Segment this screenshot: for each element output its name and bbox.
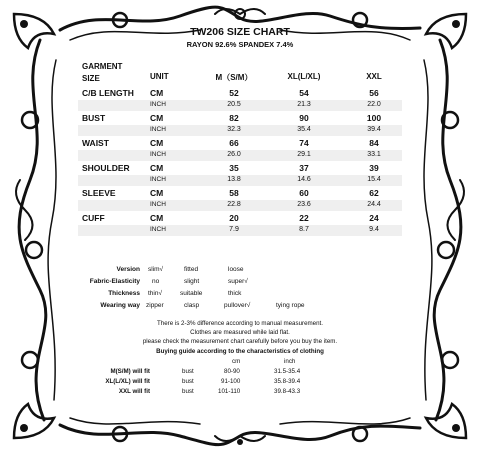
measure-name: BUST <box>82 113 106 123</box>
value-xxl: 22.0 <box>367 101 381 108</box>
row-bust-cm <box>78 113 402 124</box>
row-cb-length-inch <box>78 100 402 111</box>
guide-part: bust <box>182 388 194 395</box>
header-size-m: M（S/M） <box>215 73 253 82</box>
row-bust-inch <box>78 125 402 136</box>
guide-inch: 31.5-35.4 <box>274 368 301 375</box>
attr-option: slight <box>184 278 200 285</box>
value-m: 82 <box>229 113 239 123</box>
unit-label: CM <box>150 88 164 98</box>
header-size-xl: XL(L/XL) <box>287 72 321 81</box>
fabric-composition: RAYON 92.6% SPANDEX 7.4% <box>186 40 294 49</box>
note-check-chart: please check the measurement chart carefully before you buy the item. <box>142 338 338 345</box>
value-xl: 54 <box>299 88 309 98</box>
row-sleeve-cm <box>78 188 402 199</box>
value-xl: 37 <box>299 163 309 173</box>
value-m: 22.8 <box>227 201 241 208</box>
guide-size: M(S/M) will fit <box>110 368 150 375</box>
guide-inch: 39.8-43.3 <box>274 388 301 395</box>
value-m: 66 <box>229 138 239 148</box>
guide-part: bust <box>182 368 194 375</box>
attr-option: zipper <box>146 302 164 309</box>
header-garment: GARMENT <box>82 62 123 71</box>
value-xxl: 84 <box>369 138 379 148</box>
value-m: 52 <box>229 88 239 98</box>
value-xl: 29.1 <box>297 151 311 158</box>
measure-name: WAIST <box>82 138 109 148</box>
value-xxl: 15.4 <box>367 176 381 183</box>
attr-option: tying rope <box>276 302 305 309</box>
attr-option: thin√ <box>148 290 163 297</box>
value-xxl: 39.4 <box>367 126 381 133</box>
attr-option: loose <box>228 266 244 273</box>
value-xxl: 24.4 <box>367 201 381 208</box>
attr-label-thickness: Thickness <box>108 290 140 297</box>
unit-label: CM <box>150 138 164 148</box>
value-xl: 22 <box>299 213 309 223</box>
value-m: 20 <box>229 213 239 223</box>
attr-option: fitted <box>184 266 199 273</box>
value-xl: 60 <box>299 188 309 198</box>
value-xl: 90 <box>299 113 309 123</box>
row-cuff-cm <box>78 213 402 224</box>
header-size: SIZE <box>82 74 100 83</box>
value-xl: 23.6 <box>297 201 311 208</box>
row-shoulder-inch <box>78 175 402 186</box>
value-xl: 35.4 <box>297 126 311 133</box>
value-xxl: 100 <box>366 113 382 123</box>
value-xxl: 9.4 <box>369 226 379 233</box>
guide-col-inch: inch <box>284 358 296 365</box>
buying-guide-heading: Buying guide according to the characteristics of clothing <box>156 348 324 355</box>
guide-cm: 80-90 <box>224 368 240 375</box>
attr-option: pullover√ <box>224 302 251 309</box>
measure-name: CUFF <box>82 213 105 223</box>
guide-part: bust <box>182 378 194 385</box>
header-size-xxl: XXL <box>366 72 382 81</box>
unit-label: INCH <box>150 201 166 208</box>
value-xxl: 39 <box>369 163 379 173</box>
row-waist-cm <box>78 138 402 149</box>
value-xl: 14.6 <box>297 176 311 183</box>
value-m: 20.5 <box>227 101 241 108</box>
row-cuff-inch <box>78 225 402 236</box>
value-xxl: 33.1 <box>367 151 381 158</box>
value-xl: 8.7 <box>299 226 309 233</box>
measure-name: SHOULDER <box>82 163 130 173</box>
unit-label: CM <box>150 163 164 173</box>
value-xxl: 62 <box>369 188 379 198</box>
value-xxl: 24 <box>369 213 379 223</box>
attr-label-wearing-way: Wearing way <box>100 302 140 309</box>
value-xl: 74 <box>299 138 309 148</box>
measure-name: C/B LENGTH <box>82 88 134 98</box>
unit-label: INCH <box>150 101 166 108</box>
unit-label: INCH <box>150 151 166 158</box>
attr-option: slim√ <box>148 266 164 273</box>
row-sleeve-inch <box>78 200 402 211</box>
guide-size: XXL will fit <box>118 388 150 395</box>
attr-label-version: Version <box>116 266 140 273</box>
value-m: 13.8 <box>227 176 241 183</box>
unit-label: INCH <box>150 176 166 183</box>
value-xxl: 56 <box>369 88 379 98</box>
unit-label: INCH <box>150 226 166 233</box>
header-unit: UNIT <box>150 72 169 81</box>
guide-size: XL(L/XL) will fit <box>105 378 150 385</box>
value-xl: 21.3 <box>297 101 311 108</box>
note-laid-flat: Clothes are measured while laid flat. <box>190 329 290 336</box>
unit-label: CM <box>150 113 164 123</box>
attr-option: super√ <box>228 278 248 285</box>
guide-cm: 101-110 <box>218 388 241 395</box>
guide-cm: 91-100 <box>221 378 241 385</box>
attr-option: suitable <box>180 290 203 297</box>
attr-label-elasticity: Fabric-Elasticity <box>89 278 140 285</box>
unit-label: CM <box>150 188 164 198</box>
unit-label: CM <box>150 213 164 223</box>
attr-option: thick <box>228 290 242 297</box>
unit-label: INCH <box>150 126 166 133</box>
value-m: 26.0 <box>227 151 241 158</box>
note-difference: There is 2-3% difference according to manual measurement. <box>156 320 323 327</box>
value-m: 7.9 <box>229 226 239 233</box>
attr-option: clasp <box>184 302 200 309</box>
value-m: 35 <box>229 163 239 173</box>
attr-option: no <box>152 278 160 285</box>
guide-inch: 35.8-39.4 <box>274 378 301 385</box>
row-cb-length-cm <box>78 88 402 99</box>
value-m: 58 <box>229 188 239 198</box>
guide-col-cm: cm <box>232 358 241 365</box>
chart-title: TW206 SIZE CHART <box>190 26 290 38</box>
row-waist-inch <box>78 150 402 161</box>
value-m: 32.3 <box>227 126 241 133</box>
measure-name: SLEEVE <box>82 188 116 198</box>
row-shoulder-cm <box>78 163 402 174</box>
